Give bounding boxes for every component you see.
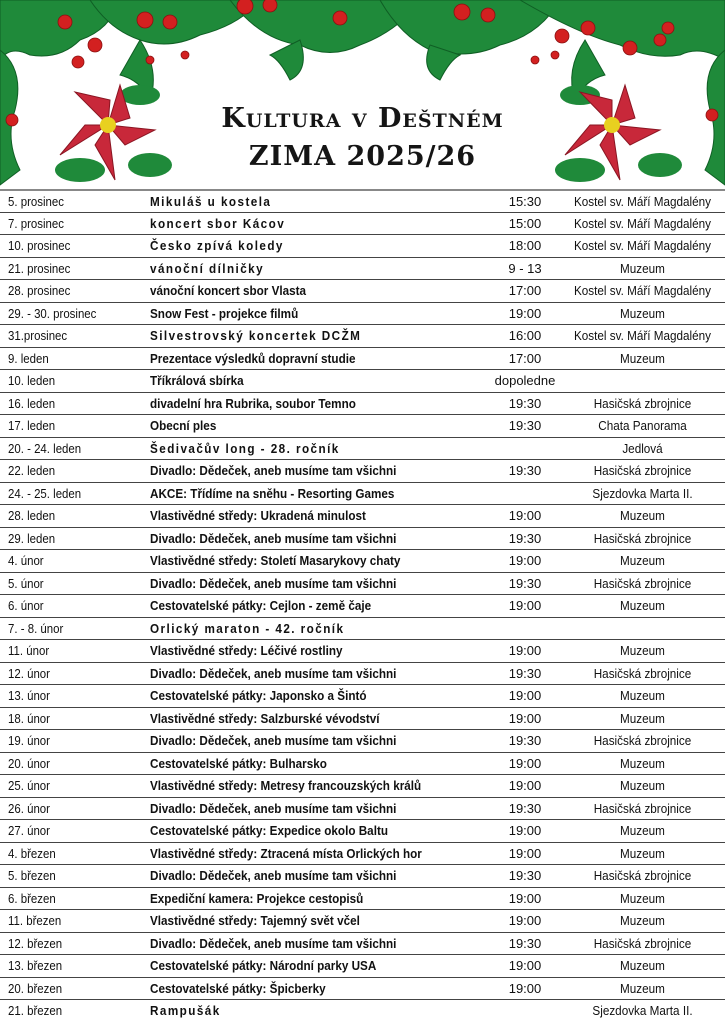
event-date: 29. leden [8, 530, 56, 546]
event-date: 22. leden [8, 463, 56, 478]
event-name: Expediční kamera: Projekce cestopisů [150, 890, 364, 906]
event-name: Cestovatelské pátky: Cejlon - země čaje [150, 598, 372, 613]
event-place: Hasičská zbrojnice [593, 800, 692, 816]
event-date: 16. leden [8, 395, 56, 411]
event-place: Hasičská zbrojnice [593, 575, 692, 591]
table-row [0, 257, 725, 280]
table-row [0, 932, 725, 955]
event-time: 19:00 [508, 845, 542, 861]
event-place: Kostel sv. Máří Magdalény [574, 194, 711, 209]
event-time: 19:30 [508, 395, 542, 411]
event-date: 27. únor [8, 823, 50, 838]
event-date: 20. březen [8, 980, 63, 996]
event-name: Divadlo: Dědeček, aneb musíme tam všichni [150, 575, 397, 591]
event-place: Hasičská zbrojnice [593, 530, 692, 546]
table-row [0, 549, 725, 572]
event-place: Muzeum [620, 980, 665, 996]
event-place: Muzeum [620, 508, 665, 523]
event-place: Jedlová [622, 440, 663, 456]
event-place: Muzeum [620, 305, 665, 321]
table-row [0, 797, 725, 820]
event-time: 17:00 [508, 350, 542, 366]
event-time: 19:30 [508, 733, 542, 748]
event-time: 19:00 [508, 755, 542, 771]
event-date: 7. - 8. únor [8, 620, 64, 636]
event-name: Cestovatelské pátky: Expedice okolo Baltu [150, 823, 388, 838]
table-row [0, 842, 725, 865]
event-time: dopoledne [494, 373, 556, 388]
event-name: Divadlo: Dědeček, aneb musíme tam všichni [150, 530, 397, 546]
event-place: Muzeum [620, 755, 665, 771]
table-row [0, 594, 725, 617]
event-date: 12. březen [8, 935, 63, 951]
table-row [0, 954, 725, 977]
event-place: Kostel sv. Máří Magdalény [574, 215, 711, 231]
event-place: Sjezdovka Marta II. [592, 485, 693, 501]
table-row [0, 999, 725, 1022]
event-place: Hasičská zbrojnice [593, 868, 692, 883]
event-time: 19:00 [508, 778, 542, 793]
table-row [0, 414, 725, 437]
event-time: 18:00 [508, 238, 542, 253]
table-row [0, 279, 725, 302]
events-table [0, 189, 725, 1022]
table-row [0, 302, 725, 325]
table-row [0, 617, 725, 640]
event-place: Muzeum [620, 778, 665, 793]
event-name: Vlastivědné středy: Léčivé rostliny [150, 643, 343, 658]
event-name: Česko zpívá koledy [150, 238, 284, 253]
table-row [0, 324, 725, 347]
event-place: Muzeum [620, 913, 665, 928]
event-name: Silvestrovský koncertek DCŽM [150, 328, 362, 343]
page-title: Kultura v Deštném [221, 103, 504, 134]
table-row [0, 684, 725, 707]
event-time: 9 - 13 [508, 260, 542, 276]
event-place: Muzeum [620, 260, 665, 276]
event-time: 19:00 [508, 688, 542, 703]
event-date: 4. únor [8, 553, 44, 568]
event-date: 11. březen [8, 913, 62, 928]
event-time: 19:30 [508, 463, 542, 478]
event-date: 12. únor [8, 665, 50, 681]
event-place: Hasičská zbrojnice [593, 463, 692, 478]
table-row [0, 729, 725, 752]
table-row [0, 189, 725, 212]
event-name: Divadlo: Dědeček, aneb musíme tam všichni [150, 868, 397, 883]
table-row [0, 909, 725, 932]
table-row [0, 482, 725, 505]
event-name: Vlastivědné středy: Salzburské vévodství [150, 710, 380, 726]
event-name: Orlický maraton - 42. ročník [150, 620, 345, 636]
event-place: Muzeum [620, 553, 665, 568]
event-name: Cestovatelské pátky: Bulharsko [150, 755, 327, 771]
event-date: 24. - 25. leden [8, 485, 82, 501]
event-date: 28. leden [8, 508, 56, 523]
event-name: Vlastivědné středy: Ukradená minulost [150, 508, 366, 523]
header-decoration [0, 0, 725, 189]
event-place: Muzeum [620, 643, 665, 658]
event-time: 16:00 [508, 328, 542, 343]
event-name: Tříkrálová sbírka [150, 373, 244, 388]
event-time: 17:00 [508, 283, 542, 298]
event-time: 19:30 [508, 575, 542, 591]
event-name: koncert sbor Kácov [150, 215, 286, 231]
event-place: Muzeum [620, 958, 665, 973]
event-date: 7. prosinec [8, 215, 64, 231]
event-place: Hasičská zbrojnice [593, 935, 692, 951]
event-place: Muzeum [620, 688, 665, 703]
event-name: vánoční dílničky [150, 260, 265, 276]
table-row [0, 752, 725, 775]
event-time: 19:30 [508, 665, 542, 681]
table-row [0, 639, 725, 662]
event-time: 19:30 [508, 935, 542, 951]
event-name: AKCE: Třídíme na sněhu - Resorting Games [150, 485, 395, 501]
event-name: Vlastivědné středy: Ztracená místa Orlických hor [150, 845, 422, 861]
event-date: 19. únor [8, 733, 50, 748]
event-place: Muzeum [620, 598, 665, 613]
event-date: 26. únor [8, 800, 50, 816]
event-time: 15:00 [508, 215, 542, 231]
table-row [0, 774, 725, 797]
event-time: 19:30 [508, 868, 542, 883]
event-place: Muzeum [620, 845, 665, 861]
event-date: 25. únor [8, 778, 50, 793]
event-date: 11. únor [8, 643, 50, 658]
event-name: Obecní ples [150, 418, 217, 433]
table-row [0, 707, 725, 730]
event-date: 21. březen [8, 1003, 63, 1018]
event-date: 18. únor [8, 710, 50, 726]
event-name: Prezentace výsledků dopravní studie [150, 350, 356, 366]
table-row [0, 887, 725, 910]
event-date: 5. březen [8, 868, 56, 883]
event-time: 19:00 [508, 553, 542, 568]
table-row [0, 347, 725, 370]
event-time: 19:30 [508, 418, 542, 433]
table-row [0, 864, 725, 887]
event-time: 19:00 [508, 958, 542, 973]
event-time: 19:00 [508, 980, 542, 996]
event-place: Chata Panorama [598, 418, 687, 433]
event-date: 9. leden [8, 350, 49, 366]
event-date: 28. prosinec [8, 283, 71, 298]
event-time: 19:00 [508, 598, 542, 613]
event-date: 17. leden [8, 418, 56, 433]
table-row [0, 212, 725, 235]
event-name: Vlastivědné středy: Století Masarykovy chaty [150, 553, 401, 568]
event-name: Divadlo: Dědeček, aneb musíme tam všichni [150, 800, 397, 816]
event-date: 5. únor [8, 575, 44, 591]
event-time: 19:00 [508, 823, 542, 838]
event-place: Hasičská zbrojnice [593, 395, 692, 411]
event-date: 20. únor [8, 755, 50, 771]
event-name: Divadlo: Dědeček, aneb musíme tam všichni [150, 665, 397, 681]
event-time: 19:00 [508, 643, 542, 658]
page-subtitle: ZIMA 2025/26 [248, 141, 477, 172]
event-name: Divadlo: Dědeček, aneb musíme tam všichni [150, 935, 397, 951]
event-date: 10. leden [8, 373, 56, 388]
event-place: Muzeum [620, 710, 665, 726]
event-time: 19:00 [508, 890, 542, 906]
event-date: 10. prosinec [8, 238, 71, 253]
event-date: 29. - 30. prosinec [8, 305, 97, 321]
event-place: Sjezdovka Marta II. [592, 1003, 693, 1018]
event-name: Rampušák [150, 1003, 221, 1018]
event-name: Cestovatelské pátky: Národní parky USA [150, 958, 377, 973]
event-place: Muzeum [620, 350, 665, 366]
event-name: Mikuláš u kostela [150, 194, 272, 209]
event-place: Hasičská zbrojnice [593, 665, 692, 681]
event-time: 19:30 [508, 800, 542, 816]
table-row [0, 572, 725, 595]
event-name: Vlastivědné středy: Metresy francouzských králů [150, 778, 422, 793]
table-row [0, 234, 725, 257]
event-place: Kostel sv. Máří Magdalény [574, 328, 711, 343]
event-name: divadelní hra Rubrika, soubor Temno [150, 395, 356, 411]
event-date: 4. březen [8, 845, 56, 861]
event-time: 19:00 [508, 913, 542, 928]
table-row [0, 504, 725, 527]
event-place: Muzeum [620, 890, 665, 906]
event-date: 20. - 24. leden [8, 440, 82, 456]
table-row [0, 977, 725, 1000]
event-name: Divadlo: Dědeček, aneb musíme tam všichni [150, 733, 397, 748]
event-place: Muzeum [620, 823, 665, 838]
event-time: 19:00 [508, 710, 542, 726]
event-place: Kostel sv. Máří Magdalény [574, 238, 711, 253]
event-date: 6. únor [8, 598, 44, 613]
event-date: 6. březen [8, 890, 56, 906]
table-row [0, 392, 725, 415]
event-date: 31.prosinec [8, 328, 68, 343]
event-name: Šedivačův long - 28. ročník [150, 440, 340, 456]
table-row [0, 437, 725, 460]
event-place: Kostel sv. Máří Magdalény [574, 283, 711, 298]
table-row [0, 527, 725, 550]
event-time: 19:00 [508, 508, 542, 523]
table-row [0, 819, 725, 842]
event-name: Cestovatelské pátky: Špicberky [150, 980, 326, 996]
event-name: Vlastivědné středy: Tajemný svět včel [150, 913, 360, 928]
table-row [0, 662, 725, 685]
table-row [0, 459, 725, 482]
event-time: 15:30 [508, 194, 542, 209]
table-row [0, 369, 725, 392]
event-date: 13. březen [8, 958, 63, 973]
event-date: 13. únor [8, 688, 50, 703]
event-date: 5. prosinec [8, 194, 64, 209]
event-date: 21. prosinec [8, 260, 71, 276]
event-place: Hasičská zbrojnice [593, 733, 692, 748]
event-name: Snow Fest - projekce filmů [150, 305, 299, 321]
event-time: 19:30 [508, 530, 542, 546]
event-name: Divadlo: Dědeček, aneb musíme tam všichni [150, 463, 397, 478]
event-time: 19:00 [508, 305, 542, 321]
event-name: Cestovatelské pátky: Japonsko a Šintó [150, 688, 367, 703]
event-name: vánoční koncert sbor Vlasta [150, 283, 307, 298]
